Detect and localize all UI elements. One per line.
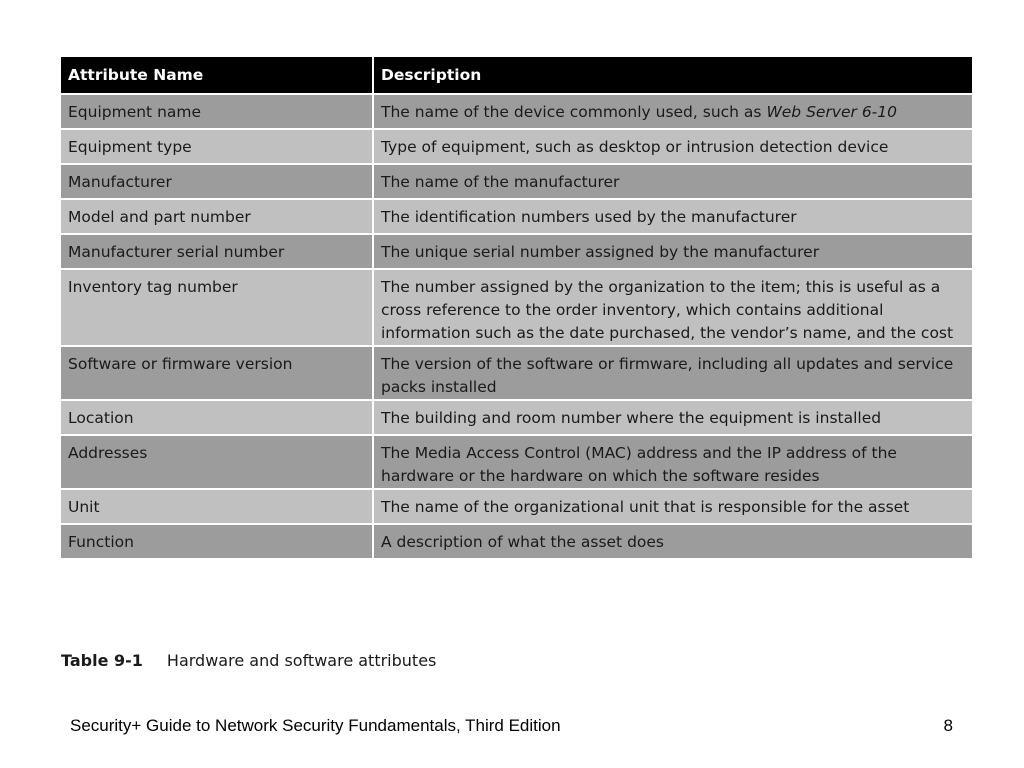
attribute-name-cell: Manufacturer serial number xyxy=(60,234,373,269)
page-number: 8 xyxy=(943,716,953,735)
description-italic-text: Web Server 6-10 xyxy=(766,103,897,121)
description-cell: A description of what the asset does xyxy=(373,524,973,559)
description-cell: The building and room number where the equipment is installed xyxy=(373,400,973,435)
table-row xyxy=(60,164,973,199)
table-row xyxy=(60,435,973,489)
description-cell: The number assigned by the organization to the item; this is useful as a cross reference to the order inventory, which contains additional information such as the date purchased, the vendor’s name, and the cost xyxy=(373,269,973,346)
attribute-name-cell: Addresses xyxy=(60,435,373,489)
slide-footer: Security+ Guide to Network Security Fundamentals, Third Edition xyxy=(70,716,561,735)
attribute-name-cell: Model and part number xyxy=(60,199,373,234)
attribute-name-cell: Function xyxy=(60,524,373,559)
caption-number: Table 9-1 xyxy=(61,651,143,670)
caption-text: Hardware and software attributes xyxy=(166,651,437,670)
description-cell: The name of the manufacturer xyxy=(373,164,973,199)
description-cell: The identification numbers used by the manufacturer xyxy=(373,199,973,234)
table-row xyxy=(60,346,973,400)
description-cell: The version of the software or firmware, including all updates and service packs installed xyxy=(373,346,973,400)
table-row xyxy=(60,129,973,164)
attribute-name-cell: Location xyxy=(60,400,373,435)
attribute-name-cell: Manufacturer xyxy=(60,164,373,199)
table-row xyxy=(60,234,973,269)
table-header-row xyxy=(60,56,973,94)
description-cell: Type of equipment, such as desktop or intrusion detection device xyxy=(373,129,973,164)
attributes-table-container xyxy=(59,55,972,560)
header-attribute-name: Attribute Name xyxy=(60,56,373,94)
description-cell: The Media Access Control (MAC) address and the IP address of the hardware or the hardware on which the software resides xyxy=(373,435,973,489)
attribute-name-cell: Unit xyxy=(60,489,373,524)
description-text: The name of the device commonly used, such as xyxy=(381,103,767,121)
attribute-name-cell: Inventory tag number xyxy=(60,269,373,346)
description-cell: The name of the organizational unit that is responsible for the asset xyxy=(373,489,973,524)
table-row xyxy=(60,400,973,435)
table-row xyxy=(60,199,973,234)
description-cell xyxy=(373,94,973,129)
table-row xyxy=(60,524,973,559)
table-row xyxy=(60,489,973,524)
description-cell: The unique serial number assigned by the manufacturer xyxy=(373,234,973,269)
attributes-table xyxy=(59,55,974,560)
table-caption xyxy=(61,651,436,670)
attribute-name-cell: Equipment type xyxy=(60,129,373,164)
attribute-name-cell: Software or firmware version xyxy=(60,346,373,400)
table-row xyxy=(60,269,973,346)
header-description: Description xyxy=(373,56,973,94)
attribute-name-cell: Equipment name xyxy=(60,94,373,129)
table-row xyxy=(60,94,973,129)
